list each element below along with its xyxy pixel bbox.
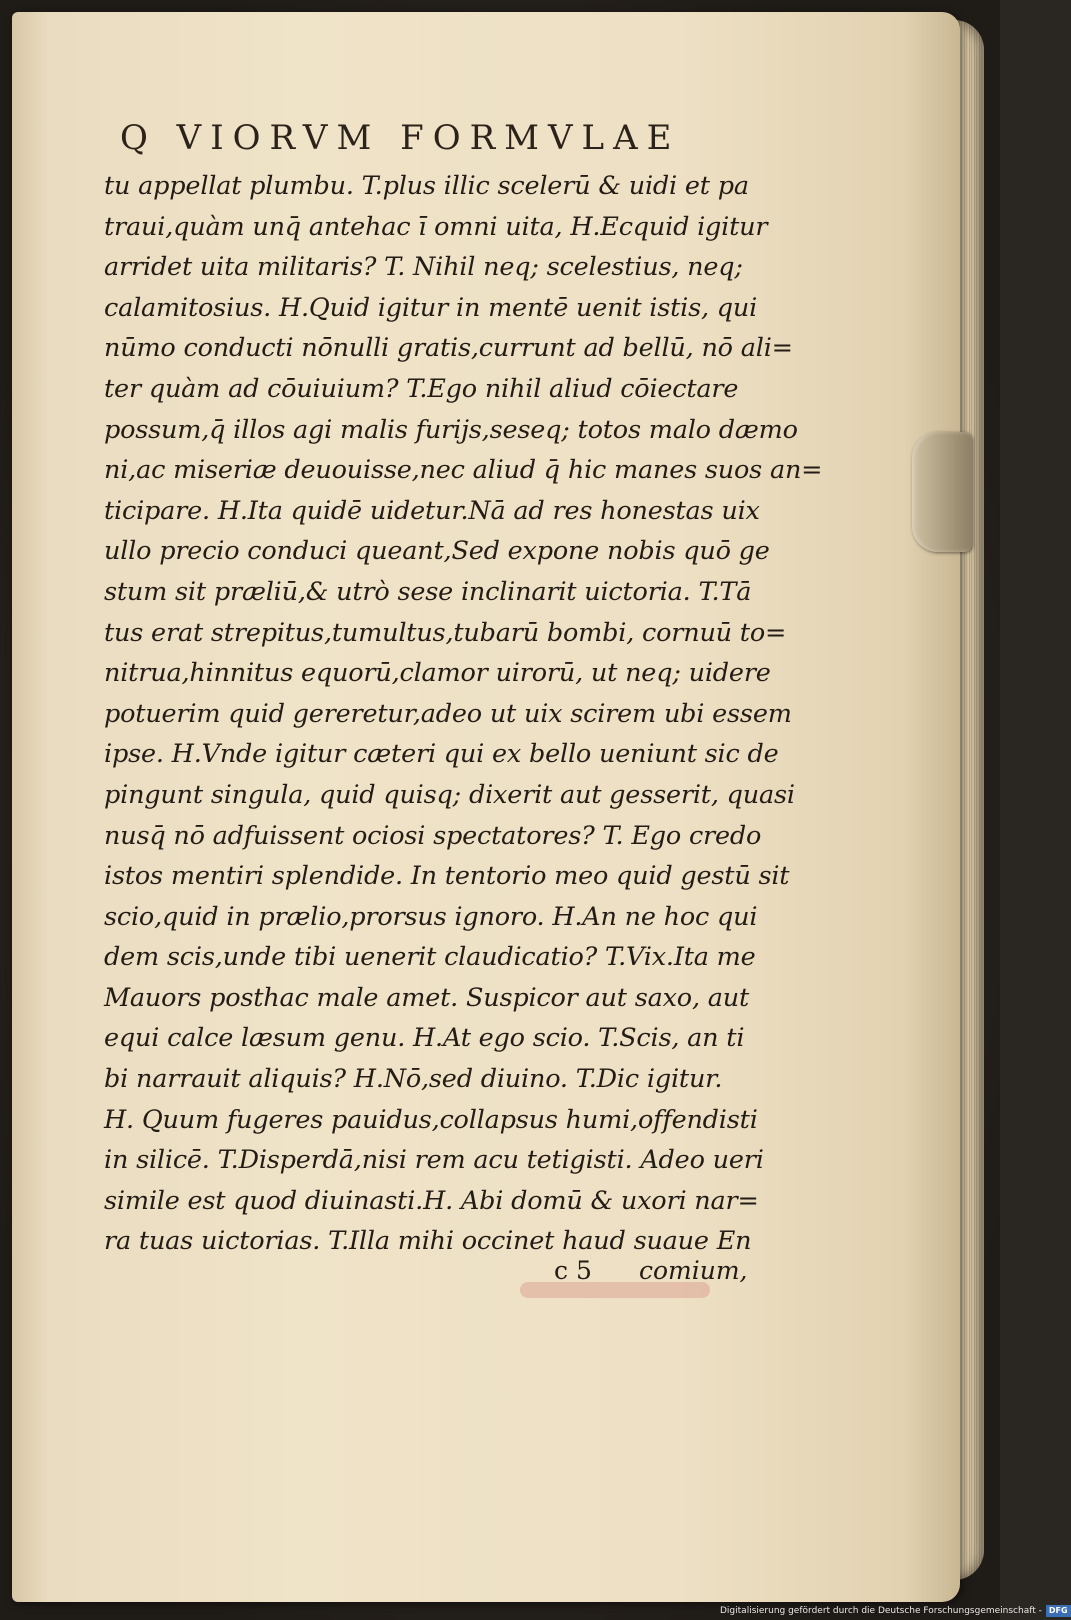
text-line: stum sit præliū,& utrò sese inclinarit uictoria. T.Tā bbox=[104, 576, 752, 607]
text-line: ter quàm ad cōuiuium? T.Ego nihil aliud cōiectare bbox=[104, 373, 739, 404]
text-line: nūmo conducti nōnulli gratis,currunt ad bellū, nō ali= bbox=[104, 333, 793, 364]
text-line: istos mentiri splendide. In tentorio meo quid gestū sit bbox=[104, 861, 790, 892]
text-line: in silicē. T.Disperdā,nisi rem acu tetigisti. Adeo ueri bbox=[104, 1145, 764, 1176]
text-line: equi calce læsum genu. H.At ego scio. T.Scis, an ti bbox=[104, 1023, 745, 1054]
body-text bbox=[104, 166, 823, 1262]
text-line: ni,ac miseriæ deuouisse,nec aliud q̄ hic manes suos an= bbox=[104, 455, 823, 486]
text-line: nitrua,hinnitus equorū,clamor uirorū, ut neq; uidere bbox=[104, 658, 771, 689]
text-line: possum,q̄ illos agi malis furijs,seseq; totos malo dæmo bbox=[104, 414, 798, 445]
text-line: calamitosius. H.Quid igitur in mentē uenit istis, qui bbox=[104, 292, 758, 323]
text-line: tu appellat plumbu. T.plus illic scelerū & uidi et pa bbox=[104, 171, 749, 201]
clip-tab bbox=[912, 432, 972, 552]
running-header: Q VIORVM FORMVLAE bbox=[120, 118, 681, 158]
text-line: traui,quàm unq̄ antehac ī omni uita, H.Ecquid igitur bbox=[104, 211, 768, 242]
text-line: H. Quum fugeres pauidus,collapsus humi,offendisti bbox=[104, 1104, 758, 1135]
text-line: dem scis,unde tibi uenerit claudicatio? T.Vix.Ita me bbox=[104, 942, 756, 973]
text-line: nusq̄ nō adfuissent ociosi spectatores? T. Ego credo bbox=[104, 820, 762, 851]
text-line: ullo precio conduci queant,Sed expone nobis quō ge bbox=[104, 536, 770, 567]
text-line: ipse. H.Vnde igitur cæteri qui ex bello ueniunt sic de bbox=[104, 739, 779, 770]
text-line: bi narrauit aliquis? H.Nō,sed diuino. T.Dic igitur. bbox=[104, 1064, 723, 1095]
text-line: tus erat strepitus,tumultus,tubarū bombi, cornuū to= bbox=[104, 617, 787, 648]
page-footer bbox=[104, 1256, 754, 1296]
text-line: scio,quid in prælio,prorsus ignoro. H.An ne hoc qui bbox=[104, 901, 758, 932]
text-line: pingunt singula, quid quisq; dixerit aut gesserit, quasi bbox=[104, 779, 795, 810]
text-line: Mauors posthac male amet. Suspicor aut saxo, aut bbox=[104, 982, 750, 1013]
digitization-credit-bar bbox=[720, 1604, 1071, 1618]
text-line: potuerim quid gereretur,adeo ut uix scirem ubi essem bbox=[104, 698, 792, 729]
catchword: comium, bbox=[639, 1256, 748, 1285]
dfg-logo: DFG bbox=[1046, 1605, 1071, 1617]
text-line: simile est quod diuinasti.H. Abi domū & uxori nar= bbox=[104, 1185, 759, 1216]
digitization-credit: Digitalisierung gefördert durch die Deutsche Forschungsgemeinschaft - bbox=[720, 1606, 1042, 1616]
signature-mark: c 5 bbox=[554, 1256, 592, 1285]
text-line: ra tuas uictorias. T.Illa mihi occinet haud suaue En bbox=[104, 1226, 752, 1257]
text-line: arridet uita militaris? T. Nihil neq; scelestius, neq; bbox=[104, 252, 743, 283]
text-line: ticipare. H.Ita quidē uidetur.Nā ad res honestas uix bbox=[104, 495, 760, 526]
